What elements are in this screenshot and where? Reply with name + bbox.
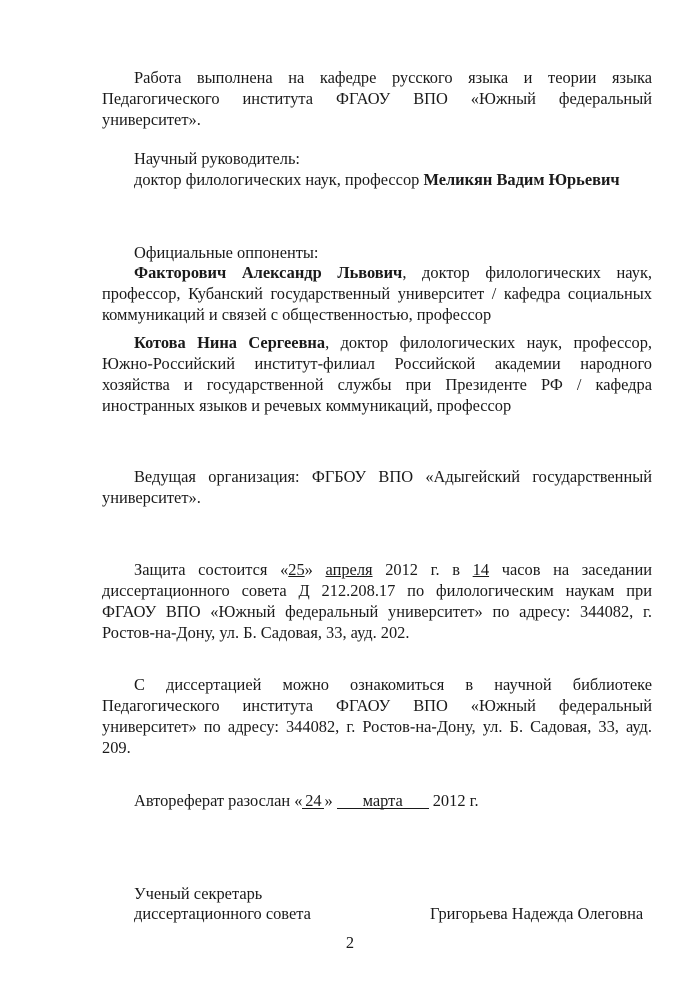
opponent-2 [102, 332, 652, 416]
opponent-1-details: , доктор филологических наук, профессор, Кубанский государственный университет / кафедра социальных коммуникаций и связей с общественностью, профессор [102, 263, 653, 324]
library-text: С диссертацией можно ознакомиться в научной библиотеке Педагогического института ФГАОУ ВПО «Южный федеральный университет» по адресу: 344082, г. Ростов-на-Дону, ул. Б. Садовая, 33, ауд. 209. [102, 675, 652, 757]
page-number: 2 [345, 933, 355, 952]
supervisor-title: доктор филологических наук, профессор [134, 170, 424, 189]
secretary-council: диссертационного совета [134, 904, 311, 923]
opponent-1 [102, 262, 652, 325]
supervisor-name: Меликян Вадим Юрьевич [423, 170, 620, 189]
supervisor-heading [102, 148, 684, 169]
autoreferat-text-1: Автореферат разослан « [134, 791, 303, 810]
autoreferat-text-2: » [324, 791, 333, 810]
defense-text-2: » [304, 560, 326, 579]
leading-organization [102, 466, 652, 508]
opponent-1-name: Факторович Александр Львович [134, 263, 403, 282]
defense-paragraph [102, 559, 652, 643]
opponents-heading [102, 242, 684, 263]
library-paragraph [102, 674, 652, 758]
defense-month: апреля [325, 560, 373, 579]
opponent-2-details: , доктор филологических наук, профессор, Южно-Российский институт-филиал Российской академии народного хозяйства и государственной службы при Президенте РФ / кафедра иностранных языков и речевых коммуникаций, профессор [102, 333, 652, 415]
defense-text-3: 2012 г. в [372, 560, 473, 579]
defense-day: 25 [288, 560, 305, 579]
intro-paragraph [102, 67, 652, 130]
supervisor-line [102, 169, 684, 190]
autoreferat-month: марта [337, 793, 429, 809]
defense-text-4: часов на заседании диссертационного совета Д 212.208.17 по филологическим наукам при ФГАОУ ВПО «Южный федеральный университет» по адресу: 344082, г. Ростов-на-Дону, ул. Б. Садовая, 33, ауд. 202. [102, 560, 652, 642]
opponent-2-name: Котова Нина Сергеевна [134, 333, 326, 352]
defense-text-1: Защита состоится « [134, 560, 289, 579]
intro-text: Работа выполнена на кафедре русского языка и теории языка Педагогического института ФГАОУ ВПО «Южный федеральный университет». [102, 68, 652, 129]
secretary-name: Григорьева Надежда Олеговна [430, 904, 644, 923]
opponents-heading-text: Официальные оппоненты: [134, 243, 319, 262]
secretary-title: Ученый секретарь [134, 884, 263, 903]
secretary-line-1 [102, 883, 684, 904]
autoreferat-text-3: 2012 г. [428, 791, 479, 810]
leading-organization-text: Ведущая организация: ФГБОУ ВПО «Адыгейский государственный университет». [102, 467, 652, 507]
supervisor-heading-text: Научный руководитель: [134, 149, 300, 168]
autoreferat-line [102, 790, 684, 811]
autoreferat-day: 24 [302, 793, 324, 809]
defense-hour: 14 [472, 560, 490, 579]
